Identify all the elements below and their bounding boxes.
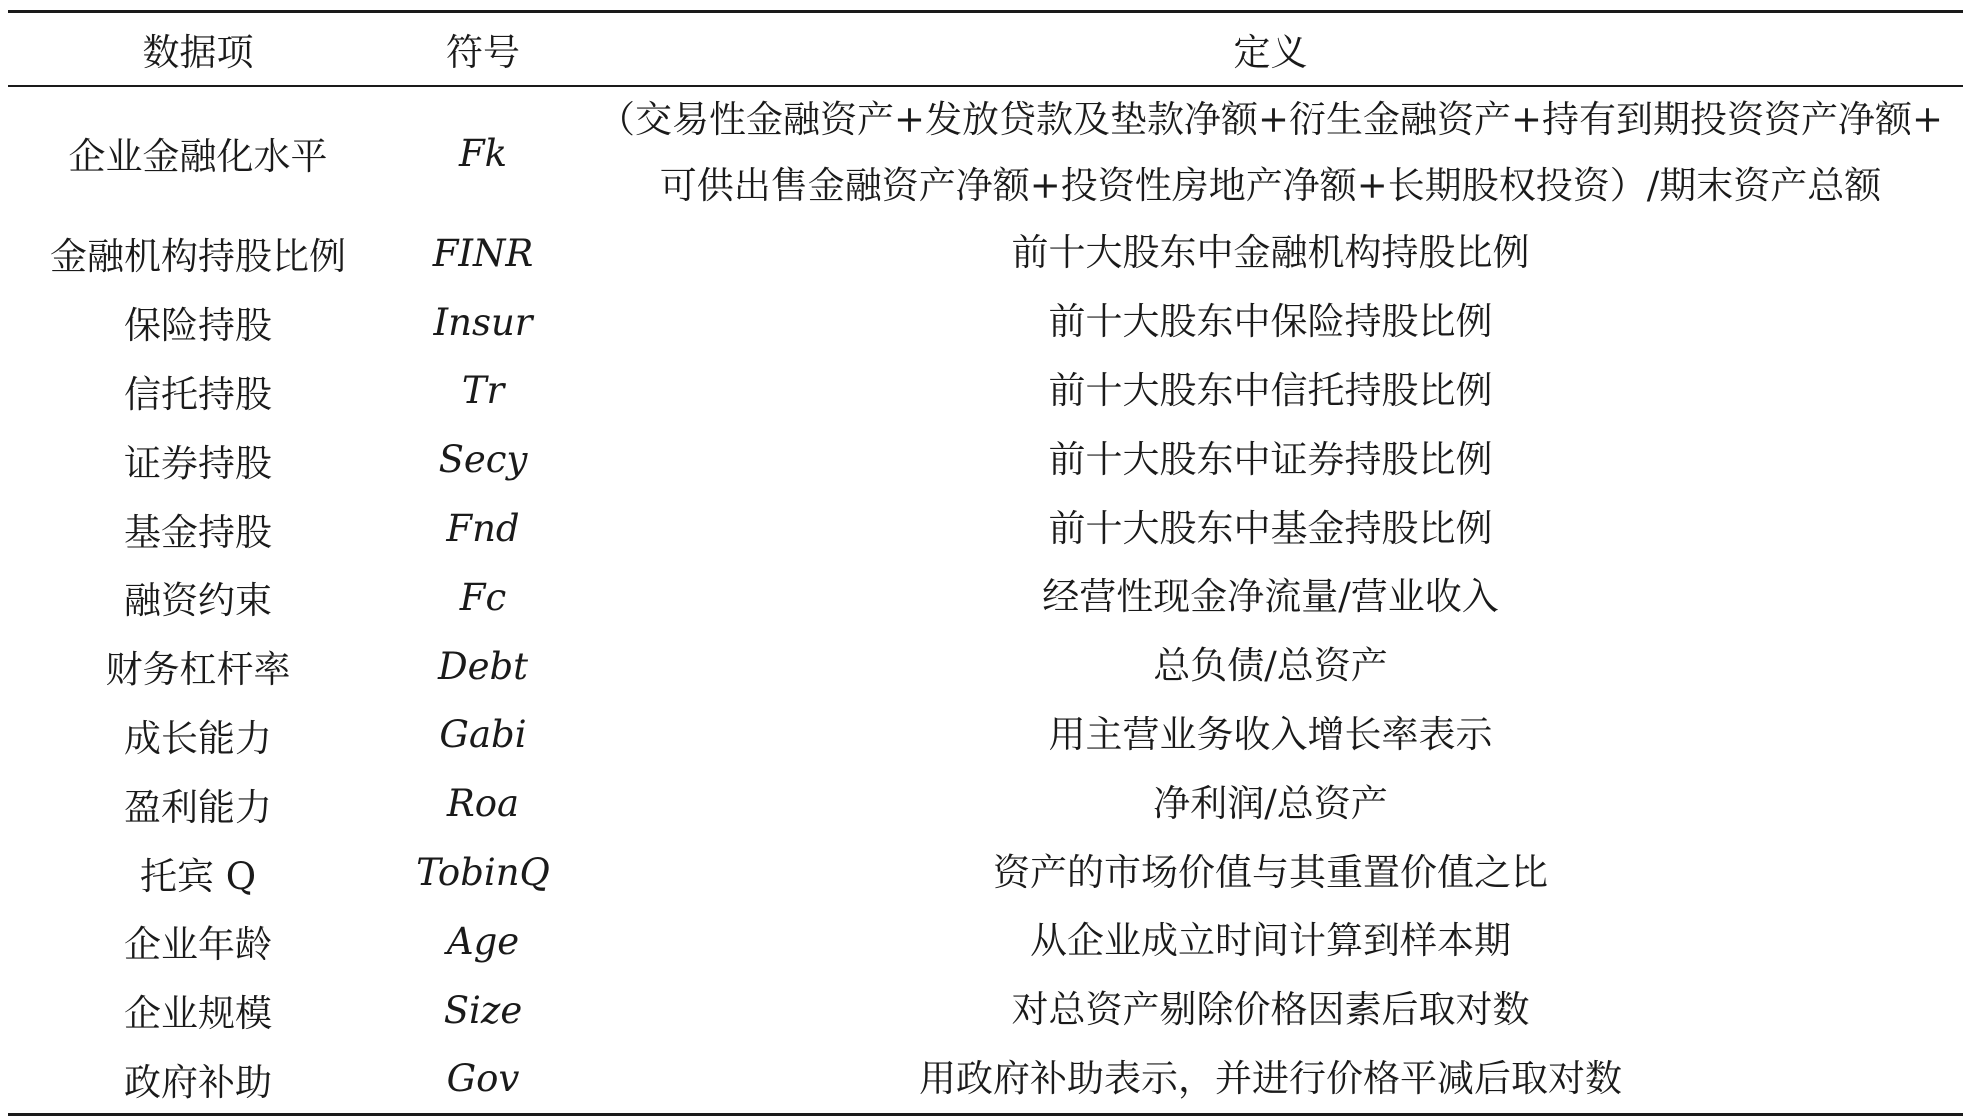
row-item: 证券持股 — [124, 441, 272, 485]
row-definition — [578, 494, 1963, 563]
header-item: 数据项 — [142, 31, 254, 74]
row-item: 托宾 Q — [139, 854, 257, 898]
table-row — [8, 976, 1963, 1045]
row-definition — [578, 357, 1963, 426]
definition-line: 用政府补助表示，并进行价格平减后取对数 — [919, 1056, 1622, 1100]
variable-definition-table — [8, 10, 1963, 1116]
row-item: 盈利能力 — [124, 785, 272, 829]
table-row — [8, 219, 1963, 288]
header-row — [8, 12, 1963, 87]
definition-line: 前十大股东中基金持股比例 — [1048, 506, 1493, 550]
row-definition — [578, 976, 1963, 1045]
row-definition — [578, 701, 1963, 770]
definition-line: 可供出售金融资产净额+投资性房地产净额+长期股权投资）/期末资产总额 — [659, 164, 1882, 207]
variable-definition-table-container — [8, 10, 1963, 1116]
table-row — [8, 632, 1963, 701]
row-item: 财务杠杆率 — [105, 648, 291, 692]
table-row — [8, 1045, 1963, 1115]
row-item: 基金持股 — [124, 510, 272, 554]
table-row — [8, 425, 1963, 494]
row-symbol: Fnd — [446, 507, 520, 551]
row-symbol: FINR — [432, 231, 534, 275]
table-body — [8, 86, 1963, 1115]
definition-line: 经营性现金净流量/营业收入 — [1042, 575, 1499, 619]
row-symbol: Secy — [438, 438, 528, 482]
table-row — [8, 563, 1963, 632]
definition-line: （交易性金融资产+发放贷款及垫款净额+衍生金融资产+持有到期投资资产净额+ — [597, 98, 1943, 141]
definition-line: 总负债/总资产 — [1153, 644, 1388, 688]
row-item: 融资约束 — [124, 579, 272, 623]
definition-line: 资产的市场价值与其重置价值之比 — [993, 850, 1548, 894]
row-symbol: Gov — [446, 1057, 520, 1101]
row-definition — [578, 86, 1963, 219]
row-definition — [578, 632, 1963, 701]
row-item: 政府补助 — [124, 1060, 272, 1104]
table-row — [8, 357, 1963, 426]
definition-line: 前十大股东中保险持股比例 — [1048, 300, 1493, 344]
header-definition: 定义 — [1233, 31, 1308, 74]
definition-line: 前十大股东中证券持股比例 — [1048, 437, 1493, 481]
table-header — [8, 12, 1963, 87]
row-definition — [578, 563, 1963, 632]
row-definition — [578, 288, 1963, 357]
row-definition — [578, 838, 1963, 907]
row-symbol: Gabi — [439, 713, 527, 757]
row-symbol: Debt — [437, 644, 529, 688]
row-item: 企业规模 — [124, 992, 272, 1036]
table-row — [8, 86, 1963, 219]
row-symbol: Age — [446, 919, 520, 963]
row-symbol: Fc — [459, 575, 507, 619]
row-definition — [578, 1045, 1963, 1115]
row-definition — [578, 769, 1963, 838]
definition-line: 前十大股东中信托持股比例 — [1048, 368, 1493, 412]
row-item: 信托持股 — [124, 372, 272, 416]
header-symbol: 符号 — [446, 31, 520, 74]
table-row — [8, 701, 1963, 770]
table-row — [8, 494, 1963, 563]
row-item: 金融机构持股比例 — [50, 235, 346, 279]
row-symbol: Roa — [446, 782, 520, 826]
table-row — [8, 907, 1963, 976]
row-symbol: Size — [443, 988, 523, 1032]
row-item: 企业年龄 — [124, 923, 272, 967]
row-symbol: Insur — [433, 300, 533, 344]
table-row — [8, 838, 1963, 907]
definition-line: 用主营业务收入增长率表示 — [1048, 712, 1493, 756]
row-definition — [578, 907, 1963, 976]
definition-line: 净利润/总资产 — [1153, 781, 1388, 825]
definition-line: 前十大股东中金融机构持股比例 — [1011, 231, 1530, 275]
definition-line: 从企业成立时间计算到样本期 — [1030, 919, 1511, 963]
definition-line: 对总资产剔除价格因素后取对数 — [1011, 988, 1530, 1032]
row-item: 成长能力 — [124, 716, 272, 760]
row-symbol: Fk — [458, 131, 508, 175]
row-item: 企业金融化水平 — [68, 135, 328, 178]
row-definition — [578, 425, 1963, 494]
row-symbol: Tr — [461, 369, 505, 413]
table-row — [8, 288, 1963, 357]
table-row — [8, 769, 1963, 838]
row-definition — [578, 219, 1963, 288]
row-item: 保险持股 — [124, 304, 272, 348]
row-symbol: TobinQ — [416, 851, 550, 895]
